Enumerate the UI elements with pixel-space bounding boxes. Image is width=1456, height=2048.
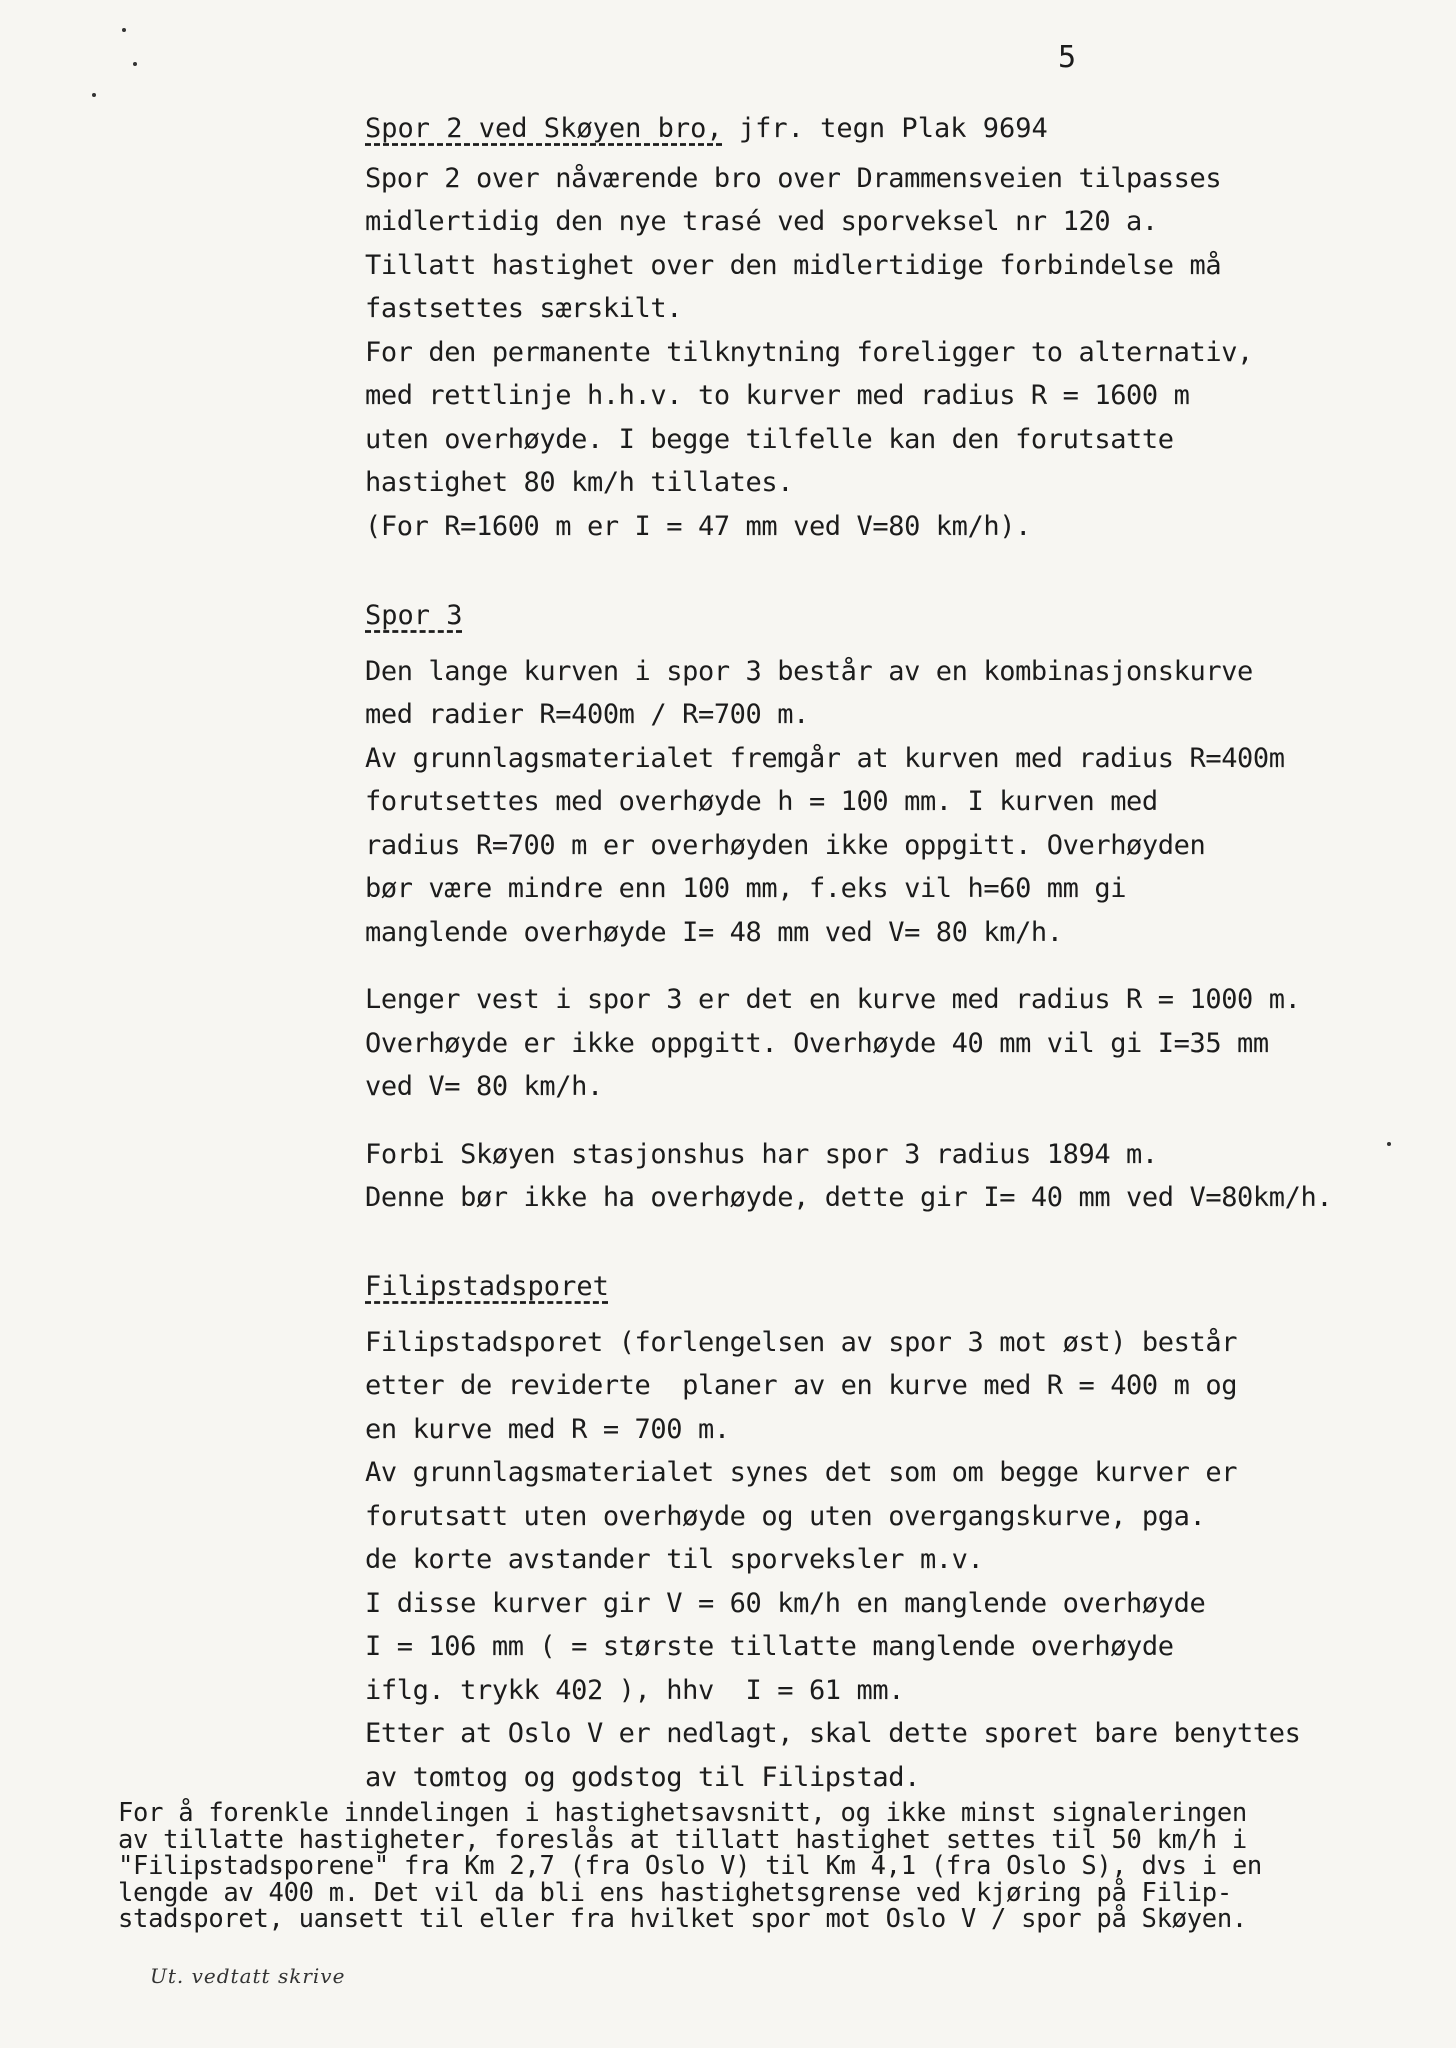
text-line: forutsatt uten overhøyde og uten overgangskurve, pga. — [365, 1500, 1206, 1532]
text-line: Overhøyde er ikke oppgitt. Overhøyde 40 mm vil gi I=35 mm — [365, 1027, 1269, 1059]
footnote-line: stadsporet, uansett til eller fra hvilket spor mot Oslo V / spor på Skøyen. — [118, 1904, 1247, 1934]
section-heading: Filipstadsporet — [365, 1271, 609, 1302]
section-spor-3 — [365, 594, 1332, 1220]
footnote-line: av tillatte hastigheter, foreslås at tillatt hastighet settes til 50 km/h i — [118, 1824, 1247, 1855]
scan-speck — [122, 28, 126, 32]
text-line: Filipstadsporet (forlengelsen av spor 3 mot øst) består — [365, 1326, 1238, 1358]
text-line: med rettlinje h.h.v. to kurver med radius R = 1600 m — [365, 380, 1190, 411]
footnote-line: For å forenkle inndelingen i hastighetsavsnitt, og ikke minst signaleringen — [118, 1798, 1247, 1828]
text-line: I = 106 mm ( = største tillatte manglende overhøyde — [365, 1631, 1174, 1662]
scan-speck — [1387, 1142, 1391, 1146]
handwritten-note: Ut. vedtatt skrive — [150, 1964, 346, 1988]
section-heading — [365, 107, 1253, 151]
text-line: de korte avstander til sporveksler m.v. — [365, 1544, 984, 1575]
heading-text: Spor 2 ved Skøyen bro, — [365, 113, 723, 144]
section-filipstadsporet — [365, 1265, 1300, 1799]
text-line: hastighet 80 km/h tillates. — [365, 467, 794, 498]
text-line: bør være mindre enn 100 mm, f.eks vil h=60 mm gi — [365, 873, 1127, 904]
page-number: 5 — [1058, 40, 1077, 75]
text-line: Forbi Skøyen stasjonshus har spor 3 radius 1894 m. — [365, 1138, 1158, 1170]
scan-speck — [133, 62, 137, 66]
text-line: uten overhøyde. I begge tilfelle kan den forutsatte — [365, 423, 1174, 455]
footnote-line: lengde av 400 m. Det vil da bli ens hastighetsgrense ved kjøring på Filip- — [118, 1877, 1232, 1908]
section-heading: Spor 3 — [365, 600, 463, 631]
text-line: (For R=1600 m er I = 47 mm ved V=80 km/h). — [365, 510, 1031, 542]
text-line: etter de reviderte planer av en kurve med R = 400 m og — [365, 1370, 1238, 1401]
text-line: Lenger vest i spor 3 er det en kurve med radius R = 1000 m. — [365, 984, 1301, 1015]
text-line: manglende overhøyde I= 48 mm ved V= 80 km/h. — [365, 916, 1063, 948]
text-line: Spor 2 over nåværende bro over Drammensveien tilpasses — [365, 162, 1222, 194]
footnote-paragraph — [118, 1800, 1262, 1933]
text-line: fastsettes særskilt. — [365, 293, 683, 324]
text-line: en kurve med R = 700 m. — [365, 1413, 730, 1445]
text-line: Av grunnlagsmaterialet fremgår at kurven med radius R=400m — [365, 742, 1285, 774]
text-line: Denne bør ikke ha overhøyde, dette gir I= 40 mm ved V=80km/h. — [365, 1182, 1333, 1213]
text-line: Den lange kurven i spor 3 består av en kombinasjonskurve — [365, 655, 1253, 687]
footnote-line: "Filipstadsporene" fra Km 2,7 (fra Oslo V) til Km 4,1 (fra Oslo S), dvs i en — [118, 1851, 1262, 1881]
text-line: ved V= 80 km/h. — [365, 1071, 603, 1102]
text-line: Etter at Oslo V er nedlagt, skal dette sporet bare benyttes — [365, 1718, 1301, 1749]
scan-speck — [92, 93, 96, 97]
text-line: Tillatt hastighet over den midlertidige forbindelse må — [365, 249, 1222, 281]
text-line: radius R=700 m er overhøyden ikke oppgitt. Overhøyden — [365, 829, 1206, 861]
text-line: For den permanente tilknytning foreligger to alternativ, — [365, 336, 1253, 368]
text-line: I disse kurver gir V = 60 km/h en manglende overhøyde — [365, 1587, 1206, 1619]
text-line: midlertidig den nye trasé ved sporveksel nr 120 a. — [365, 206, 1158, 237]
section-spor-2 — [365, 107, 1253, 548]
text-line: forutsettes med overhøyde h = 100 mm. I kurven med — [365, 786, 1158, 817]
text-line: Av grunnlagsmaterialet synes det som om begge kurver er — [365, 1457, 1238, 1488]
text-line: av tomtog og godstog til Filipstad. — [365, 1761, 920, 1793]
text-line: iflg. trykk 402 ), hhv I = 61 mm. — [365, 1674, 905, 1706]
text-line: med radier R=400m / R=700 m. — [365, 699, 809, 730]
heading-reference: jfr. tegn Plak 9694 — [722, 113, 1048, 144]
